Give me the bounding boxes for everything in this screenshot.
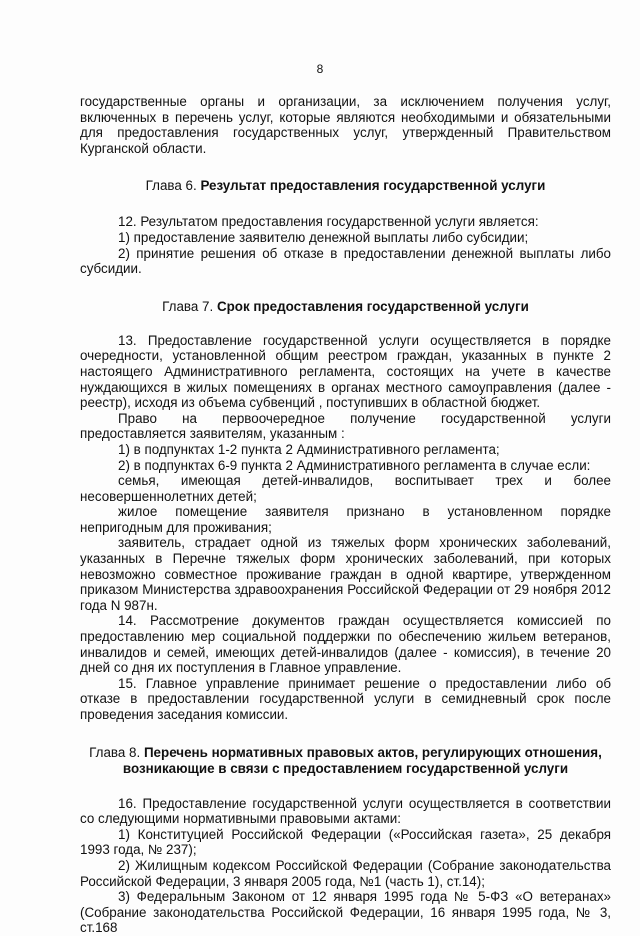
family-condition: семья, имеющая детей-инвалидов, воспитывает трех и более несовершеннолетних детей; (80, 473, 611, 504)
intro-paragraph: государственные органы и организации, за исключением получения услуг, включенных в перечень услуг, которые являются необходимыми и обязательными для предоставления государственных услуг, утвержденный Правительством Курганской области. (80, 94, 611, 156)
paragraph-16-item-1: 1) Конституцией Российской Федерации («Российская газета», 25 декабря 1993 года, № 237); (80, 826, 611, 858)
paragraph-12-item-1: 1) предоставление заявителю денежной выплаты либо субсидии; (118, 229, 529, 245)
chapter-7-heading (80, 299, 611, 315)
chapter-8-title-line-1: Перечень нормативных правовых актов, регулирующих отношения, (143, 744, 602, 760)
chapter-8-heading-line-1 (80, 745, 611, 762)
chapter-8-prefix: Глава 8. (89, 744, 144, 760)
paragraph-16: 16. Предоставление государственной услуги осуществляется в соответствии со следующими нормативными правовыми актами: (80, 795, 611, 827)
page-number: 8 (316, 62, 324, 76)
paragraph-12-item-2: 2) принятие решения об отказе в предоставлении денежной выплаты либо субсидии. (80, 245, 611, 277)
disease-condition: заявитель, страдает одной из тяжелых форм хронических заболеваний, указанных в Перечне тяжелых форм хронических заболеваний, при которых невозможно совместное проживание граждан в одной квартире, утвержденном приказом Министерства здравоохранения Российской Федерации от 29 ноября 2012 года N 987н. (80, 535, 611, 613)
housing-condition: жилое помещение заявителя признано в установленном порядке непригодным для проживания; (80, 504, 611, 535)
chapter-8-heading-line-2 (80, 761, 611, 778)
chapter-8-title-line-2: возникающие в связи с предоставлением государственной услуги (122, 761, 569, 777)
priority-item-2: 2) в подпунктах 6-9 пункта 2 Административного регламента в случае если: (118, 457, 591, 473)
document-body (80, 94, 611, 936)
priority-item-1: 1) в подпунктах 1-2 пункта 2 Административного регламента; (118, 441, 500, 457)
chapter-6-title: Результат предоставления государственной услуги (200, 178, 546, 194)
priority-right-paragraph: Право на первоочередное получение государственной услуги предоставляется заявителям, указанным : (80, 410, 611, 442)
paragraph-16-item-3: 3) Федеральным Законом от 12 января 1995 года № 5-ФЗ «О ветеранах» (Собрание законодательства Российской Федерации, 16 января 1995 года, № 3, ст.168 (80, 889, 611, 936)
paragraph-15: 15. Главное управление принимает решение о предоставлении либо об отказе в предоставлении государственной услуги в семидневный срок после проведения заседания комиссии. (80, 675, 611, 722)
paragraph-14: 14. Рассмотрение документов граждан осуществляется комиссией по предоставлению мер социальной поддержки по обеспечению жильем ветеранов, инвалидов и семей, имеющих детей-инвалидов (далее - комиссия), в течение 20 дней со дня их поступления в Главное управление. (80, 613, 611, 676)
chapter-6-heading (80, 178, 611, 194)
paragraph-16-item-2: 2) Жилищным кодексом Российской Федерации (Собрание законодательства Российской Федерации, 3 января 2005 года, №1 (часть 1), ст.14); (80, 857, 611, 889)
paragraph-13: 13. Предоставление государственной услуги осуществляется в порядке очередности, установленной общим реестром граждан, указанных в пункте 2 настоящего Административного регламента, состоящих на учете в качестве нуждающихся в жилых помещениях в органах местного самоуправления (далее - реестр), исходя из объема субвенций , поступивших в областной бюджет. (80, 332, 611, 411)
chapter-7-title: Срок предоставления государственной услуги (216, 298, 529, 314)
paragraph-12: 12. Результатом предоставления государственной услуги является: (118, 214, 539, 230)
chapter-7-prefix: Глава 7. (162, 298, 217, 314)
chapter-8-heading (80, 745, 611, 778)
chapter-6-prefix: Глава 6. (145, 178, 201, 194)
